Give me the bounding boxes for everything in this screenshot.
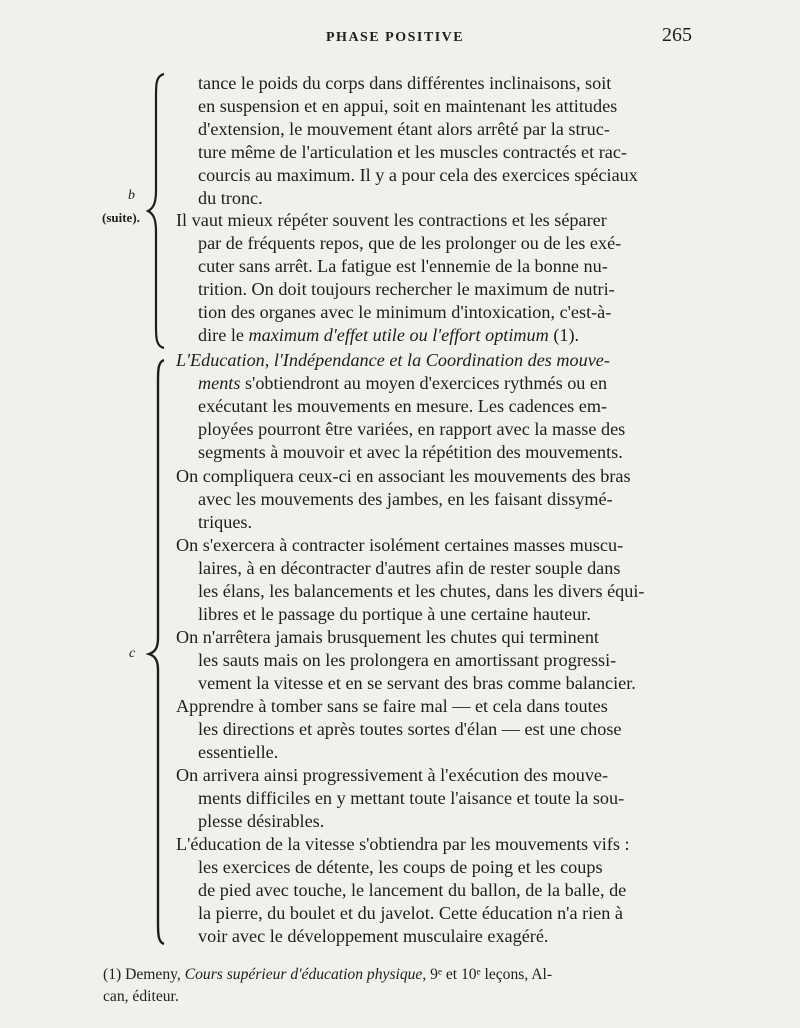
section-b-label-suffix: (suite). <box>102 210 140 225</box>
text-line: Il vaut mieux répéter souvent les contractions et les séparer <box>176 210 607 230</box>
running-title: PHASE POSITIVE <box>326 30 465 45</box>
section-c-label: c <box>129 646 136 661</box>
text-line: segments à mouvoir et avec la répétition des mouvements. <box>198 442 623 463</box>
text-line: trition. On doit toujours rechercher le maximum de nutri- <box>198 279 615 300</box>
footnote-line: can, éditeur. <box>103 988 179 1005</box>
text-line: les sauts mais on les prolongera en amortissant progressi- <box>198 650 617 671</box>
text-line: L'éducation de la vitesse s'obtiendra par les mouvements vifs : <box>176 834 630 854</box>
section-c-paragraph-3 <box>176 534 698 626</box>
footnote-reference: (1). <box>548 325 580 346</box>
section-c-paragraph-7 <box>176 833 698 948</box>
text-line: vement la vitesse et en se servant des bras comme balancier. <box>198 673 636 694</box>
text-line: On s'exercera à contracter isolément certaines masses muscu- <box>176 535 624 555</box>
text-line: du tronc. <box>198 188 263 209</box>
text-line: voir avec le développement musculaire exagéré. <box>198 926 549 947</box>
footnote-text: , 9ᵉ et 10ᵉ leçons, Al- <box>422 966 553 983</box>
text-line: par de fréquents repos, que de les prolonger ou de les exé- <box>198 233 622 254</box>
italic-word: ments <box>198 373 241 394</box>
text-line: d'extension, le mouvement étant alors arrêté par la struc- <box>198 119 610 140</box>
text-fragment: dire le <box>198 325 249 346</box>
footnote-prefix: (1) Demeny, <box>103 966 185 983</box>
text-line: courcis au maximum. Il y a pour cela des exercices spéciaux <box>198 165 638 186</box>
text-line: en suspension et en appui, soit en maintenant les attitudes <box>198 96 618 117</box>
text-fragment: s'obtiendront au moyen d'exercices rythmés ou en <box>240 373 608 394</box>
text-line: avec les mouvements des jambes, en les faisant dissymé- <box>198 489 613 510</box>
text-line: ments difficiles en y mettant toute l'aisance et toute la sou- <box>198 788 625 809</box>
text-line: cuter sans arrêt. La fatigue est l'ennemie de la bonne nu- <box>198 256 608 277</box>
section-c-paragraph-4 <box>176 626 698 695</box>
section-c-paragraph-6 <box>176 764 698 833</box>
section-c-paragraph-1 <box>176 349 698 464</box>
text-line: de pied avec touche, le lancement du ballon, de la balle, de <box>198 880 627 901</box>
section-b-brace <box>146 72 170 350</box>
text-line: la pierre, du boulet et du javelot. Cette éducation n'a rien à <box>198 903 623 924</box>
text-line: ture même de l'articulation et les muscles contractés et rac- <box>198 142 627 163</box>
text-line-last <box>176 324 698 347</box>
footnote-line <box>103 964 699 986</box>
text-line: les exercices de détente, les coups de poing et les coups <box>198 857 603 878</box>
footnote-title: Cours supérieur d'éducation physique <box>184 966 423 983</box>
text-line: exécutant les mouvements en mesure. Les cadences em- <box>198 396 608 417</box>
text-line: tance le poids du corps dans différentes inclinaisons, soit <box>198 73 612 93</box>
footnote <box>103 964 699 1008</box>
page-number: 265 <box>662 24 692 46</box>
text-line: On n'arrêtera jamais brusquement les chutes qui terminent <box>176 627 599 647</box>
text-line: ployées pourront être variées, en rapport avec la masse des <box>198 419 626 440</box>
italic-line: L'Education, l'Indépendance et la Coordination des mouve- <box>176 350 610 370</box>
text-line <box>176 372 698 395</box>
section-c-paragraph-2 <box>176 465 698 534</box>
text-line: On arrivera ainsi progressivement à l'exécution des mouve- <box>176 765 609 785</box>
section-c-paragraph-5 <box>176 695 698 764</box>
section-c-brace <box>146 358 170 946</box>
italic-phrase: maximum d'effet utile ou l'effort optimum <box>248 325 549 346</box>
text-line: libres et le passage du portique à une certaine hauteur. <box>198 604 591 625</box>
section-b-label: b <box>128 188 135 203</box>
section-b-paragraph-2 <box>176 209 698 348</box>
text-line: Apprendre à tomber sans se faire mal — et cela dans toutes <box>176 696 608 716</box>
text-line: triques. <box>198 512 253 533</box>
section-b-paragraph-1 <box>198 72 698 211</box>
text-line: les directions et après toutes sortes d'élan — est une chose <box>198 719 622 740</box>
text-line: essentielle. <box>198 742 279 763</box>
text-line: On compliquera ceux-ci en associant les mouvements des bras <box>176 466 631 486</box>
page-header <box>0 26 800 50</box>
text-line: laires, à en décontracter d'autres afin de rester souple dans <box>198 558 621 579</box>
text-line: plesse désirables. <box>198 811 325 832</box>
text-line: les élans, les balancements et les chutes, dans les divers équi- <box>198 581 645 602</box>
text-line: tion des organes avec le minimum d'intoxication, c'est-à- <box>198 302 612 323</box>
